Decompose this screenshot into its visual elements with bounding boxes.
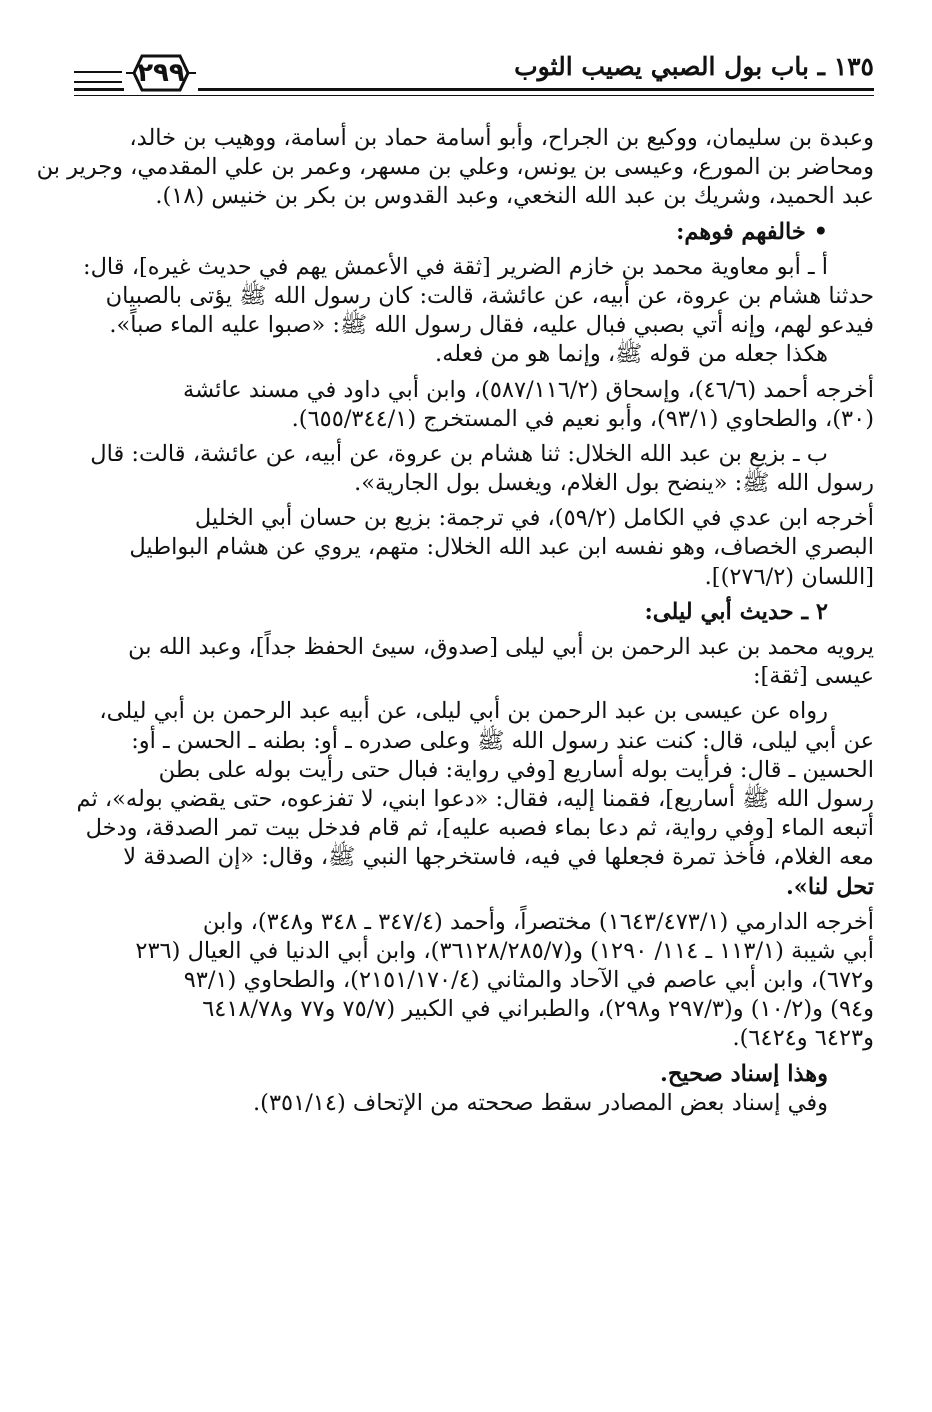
page-number-ornament-lines xyxy=(74,71,122,83)
text-line: أخرجه أحمد (٤٦/٦)، وإسحاق (٥٨٧/١١٦/٢)، وابن أبي داود في مسند عائشة xyxy=(183,376,874,403)
text-line: يرويه محمد بن عبد الرحمن بن أبي ليلى [صدوق، سيئ الحفظ جداً]، وعبد الله بن xyxy=(128,634,874,660)
text-line: • خالفهم فوهم: xyxy=(676,218,828,245)
text-line: رسول الله ﷺ: «ينضح بول الغلام، ويغسل بول الجارية». xyxy=(354,470,874,497)
text-line: عن أبي ليلى، قال: كنت عند رسول الله ﷺ وعلى صدره ـ أو: بطنه ـ الحسن ـ أو: xyxy=(131,727,874,754)
text-line: وفي إسناد بعض المصادر سقط صححته من الإتحاف (٣٥١/١٤). xyxy=(253,1089,828,1116)
page-number-ornament xyxy=(124,52,198,94)
page-header xyxy=(74,50,874,94)
text-line: رسول الله ﷺ أساريع]، فقمنا إليه، فقال: «دعوا ابني، لا تفزعوه، حتى يقضي بوله»، ثم xyxy=(76,785,874,812)
text-line: أ ـ أبو معاوية محمد بن خازم الضرير [ثقة في الأعمش يهم في حديث غيره]، قال: xyxy=(83,253,828,280)
text-line: وهذا إسناد صحيح. xyxy=(659,1060,828,1087)
text-line: أبي شيبة (١١٣/١ ـ ١١٤/ ١٢٩٠) و(٣٦١٢٨/٢٨٥/٧)، وابن أبي الدنيا في العيال (٢٣٦ xyxy=(135,937,874,964)
text-line: البصري الخصاف، وهو نفسه ابن عبد الله الخلال: متهم، يروي عن هشام البواطيل xyxy=(129,534,874,561)
text-line: فيدعو لهم، وإنه أتي بصبي فبال عليه، فقال رسول الله ﷺ: «صبوا عليه الماء صباً». xyxy=(109,312,874,339)
text-line: و٦٤٢٣ و٦٤٢٤). xyxy=(732,1025,874,1052)
text-line: معه الغلام، فأخذ تمرة فجعلها في فيه، فاستخرجها النبي ﷺ، وقال: «إن الصدقة لا xyxy=(123,844,874,871)
text-line: ب ـ بزيع بن عبد الله الخلال: ثنا هشام بن عروة، عن أبيه، عن عائشة، قالت: قال xyxy=(90,440,828,467)
text-line: حدثنا هشام بن عروة، عن أبيه، عن عائشة، قالت: كان رسول الله ﷺ يؤتى بالصبيان xyxy=(105,282,874,309)
text-line: [اللسان (٢٧٦/٢)]. xyxy=(704,563,874,590)
text-line: ٢ ـ حديث أبي ليلى: xyxy=(644,598,828,625)
page-body xyxy=(36,124,874,1118)
text-line: هكذا جعله من قوله ﷺ، وإنما هو من فعله. xyxy=(435,341,828,368)
text-line: تحل لنا». xyxy=(785,873,874,900)
text-line: وعبدة بن سليمان، ووكيع بن الجراح، وأبو أسامة حماد بن أسامة، ووهيب بن خالد، xyxy=(129,125,874,151)
page-number: ٢٩٩ xyxy=(137,58,185,88)
text-line: و٩٤) و(١٠/٢) و(٢٩٧/٣ و٢٩٨)، والطبراني في الكبير (٧٥/٧ و٧٧ و٦٤١٨/٧٨ xyxy=(202,996,874,1023)
text-line: أتبعه الماء [وفي رواية، ثم دعا بماء فصبه عليه]، ثم قام فدخل بيت تمر الصدقة، ودخل xyxy=(85,815,874,842)
header-rule-thin xyxy=(74,95,874,96)
text-line: الحسين ـ قال: فرأيت بوله أساريع [وفي رواية: فبال حتى رأيت بوله على بطن xyxy=(158,756,874,783)
text-line: و٦٧٢)، وابن أبي عاصم في الآحاد والمثاني (٢١٥١/١٧٠/٤)، والطحاوي (٩٣/١ xyxy=(183,967,874,994)
chapter-title: ١٣٥ ـ باب بول الصبي يصيب الثوب xyxy=(514,52,874,81)
text-line: رواه عن عيسى بن عبد الرحمن بن أبي ليلى، عن أبيه عبد الرحمن بن أبي ليلى، xyxy=(99,698,828,725)
text-line: عيسى [ثقة]: xyxy=(752,663,874,690)
text-line: عبد الحميد، وشريك بن عبد الله النخعي، وعبد القدوس بن بكر بن خنيس (١٨). xyxy=(155,183,874,210)
text-line: أخرجه ابن عدي في الكامل (٥٩/٢)، في ترجمة: بزيع بن حسان أبي الخليل xyxy=(194,505,874,532)
text-line: (٣٠)، والطحاوي (٩٣/١)، وأبو نعيم في المستخرج (٦٥٥/٣٤٤/١). xyxy=(291,405,874,432)
text-line: أخرجه الدارمي (١٦٤٣/٤٧٣/١) مختصراً، وأحمد (٣٤٧/٤ ـ ٣٤٨ و٣٤٨)، وابن xyxy=(202,908,874,935)
text-line: ومحاضر بن المورع، وعيسى بن يونس، وعلي بن مسهر، وعمر بن علي المقدمي، وجرير بن xyxy=(36,154,874,181)
